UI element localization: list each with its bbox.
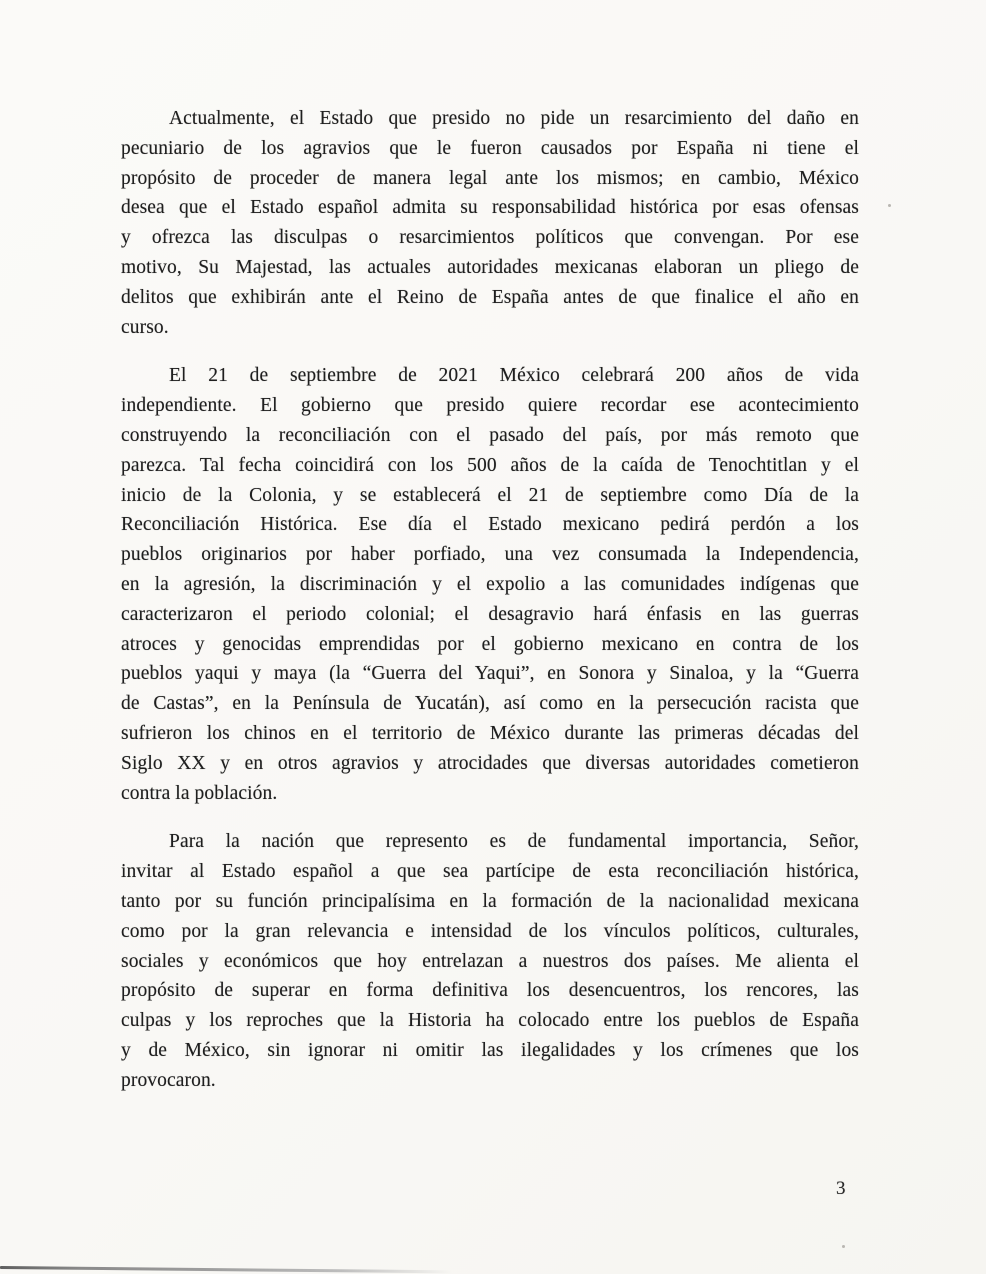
scan-artifact-line (0, 1266, 452, 1273)
text-line: caracterizaron el periodo colonial; el desagravio hará énfasis en las guerras (121, 603, 859, 625)
text-line: propósito de proceder de manera legal ante los mismos; en cambio, México (121, 167, 859, 189)
text-line: Reconciliación Histórica. Ese día el Estado mexicano pedirá perdón a los (121, 514, 859, 536)
text-line: curso. (121, 316, 169, 338)
paragraph-3 (121, 827, 859, 1095)
text-line: propósito de superar en forma definitiva los desencuentros, los rencores, las (121, 980, 859, 1002)
text-line: parezca. Tal fecha coincidirá con los 500 años de la caída de Tenochtitlan y el (121, 454, 859, 476)
text-line: como por la gran relevancia e intensidad de los vínculos políticos, culturales, (121, 920, 859, 942)
text-line: contra la población. (121, 782, 278, 804)
scan-speck (842, 1245, 845, 1248)
text-line: construyendo la reconciliación con el pasado del país, por más remoto que (121, 424, 859, 446)
text-line: independiente. El gobierno que presido quiere recordar ese acontecimiento (121, 395, 859, 417)
text-line: pueblos originarios por haber porfiado, una vez consumada la Independencia, (121, 544, 859, 566)
text-line: y de México, sin ignorar ni omitir las ilegalidades y los crímenes que los (121, 1039, 859, 1061)
text-line: de Castas”, en la Península de Yucatán), así como en la persecución racista que (121, 693, 859, 715)
text-line: Siglo XX y en otros agravios y atrocidades que diversas autoridades cometieron (121, 752, 859, 774)
text-line: motivo, Su Majestad, las actuales autoridades mexicanas elaboran un pliego de (121, 256, 859, 278)
text-line: delitos que exhibirán ante el Reino de España antes de que finalice el año en (121, 286, 859, 308)
text-line: sufrieron los chinos en el territorio de México durante las primeras décadas del (121, 722, 859, 744)
text-line: Para la nación que represento es de fundamental importancia, Señor, (169, 831, 859, 853)
text-line: Actualmente, el Estado que presido no pide un resarcimiento del daño en (169, 108, 859, 129)
text-line: sociales y económicos que hoy entrelazan a nuestros dos países. Me alienta el (121, 950, 859, 972)
text-line: pueblos yaqui y maya (la “Guerra del Yaqui”, en Sonora y Sinaloa, y la “Guerra (121, 663, 859, 685)
letter-body (121, 104, 859, 1096)
text-line: y ofrezca las disculpas o resarcimientos políticos que convengan. Por ese (121, 227, 859, 249)
paragraph-1 (121, 104, 859, 342)
text-line: El 21 de septiembre de 2021 México celebrará 200 años de vida (169, 365, 859, 387)
text-line: culpas y los reproches que la Historia ha colocado entre los pueblos de España (121, 1010, 859, 1032)
text-line: invitar al Estado español a que sea partícipe de esta reconciliación histórica, (121, 861, 859, 883)
text-line: provocaron. (121, 1069, 216, 1091)
paragraph-2 (121, 361, 859, 808)
scan-speck (888, 204, 891, 207)
text-line: en la agresión, la discriminación y el expolio a las comunidades indígenas que (121, 573, 859, 595)
text-line: inicio de la Colonia, y se establecerá el 21 de septiembre como Día de la (121, 484, 859, 506)
page-number: 3 (836, 1178, 846, 1199)
text-line: desea que el Estado español admita su responsabilidad histórica por esas ofensas (121, 197, 859, 219)
text-line: atroces y genocidas emprendidas por el gobierno mexicano en contra de los (121, 633, 859, 655)
text-line: tanto por su función principalísima en la formación de la nacionalidad mexicana (121, 890, 859, 912)
text-line: pecuniario de los agravios que le fueron causados por España ni tiene el (121, 137, 859, 159)
